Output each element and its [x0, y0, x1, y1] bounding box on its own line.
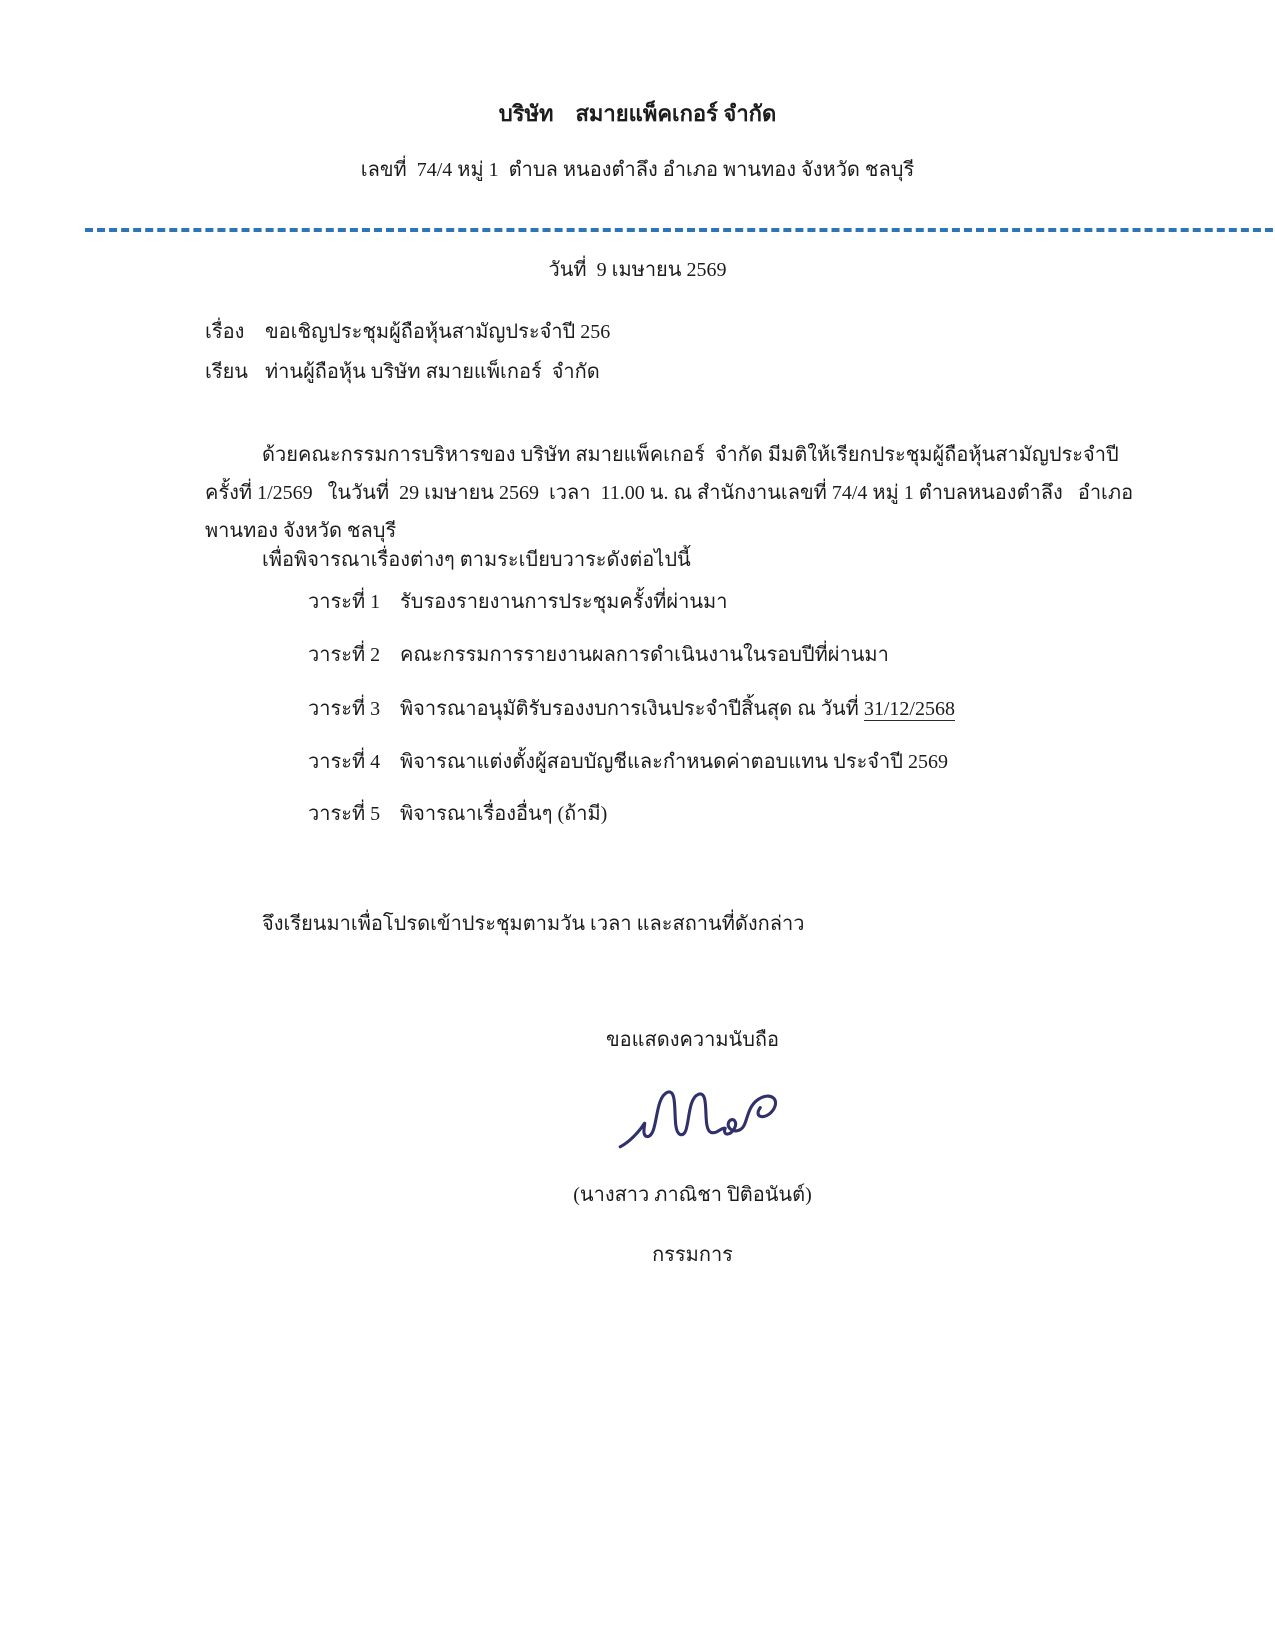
agenda-item-text: คณะกรรมการรายงานผลการดำเนินงานในรอบปีที่ผ่านมา [400, 644, 889, 666]
agenda-intro: เพื่อพิจารณาเรื่องต่างๆ ตามระเบียบวาระดังต่อไปนี้ [262, 549, 691, 571]
section-divider [85, 228, 1275, 232]
agenda-item-text-main: พิจารณาอนุมัติรับรองงบการเงินประจำปีสิ้นสุด ณ วันที่ [400, 698, 864, 720]
closing-line: จึงเรียนมาเพื่อโปรดเข้าประชุมตามวัน เวลา และสถานที่ดังกล่าว [262, 913, 805, 935]
agenda-item-label: วาระที่ 3 [308, 698, 381, 720]
agenda-item-text: พิจารณาแต่งตั้งผู้สอบบัญชีและกำหนดค่าตอบแทน ประจำปี 2569 [400, 751, 948, 773]
signature-path [620, 1092, 775, 1147]
agenda-item-text [400, 697, 955, 721]
agenda-item-label: วาระที่ 5 [308, 803, 381, 825]
body-line-1: ด้วยคณะกรรมการบริหารของ บริษัท สมายแพ็คเกอร์ จำกัด มีมติให้เรียกประชุมผู้ถือหุ้นสามัญประจำปี [262, 444, 1119, 466]
agenda-item-label: วาระที่ 4 [308, 751, 381, 773]
signature-image [612, 1078, 787, 1162]
recipient-label: เรียน [205, 361, 248, 383]
date-line: วันที่ 9 เมษายน 2569 [548, 259, 727, 281]
agenda-item-label: วาระที่ 2 [308, 644, 381, 666]
salutation: ขอแสดงความนับถือ [605, 1029, 780, 1051]
signer-name: (นางสาว ภาณิชา ปิติอนันต์) [573, 1184, 812, 1206]
agenda-item-text: รับรองรายงานการประชุมครั้งที่ผ่านมา [400, 591, 728, 613]
body-line-2: ครั้งที่ 1/2569 ในวันที่ 29 เมษายน 2569 เวลา 11.00 น. ณ สำนักงานเลขที่ 74/4 หมู่ 1 ตำบลหนองตำลึง อำเภอ [205, 482, 1134, 504]
company-name: บริษัท สมายแพ็คเกอร์ จำกัด [498, 101, 777, 126]
agenda-item-date-underlined: 31/12/2568 [863, 698, 955, 720]
subject-label: เรื่อง [205, 321, 245, 343]
agenda-item-label: วาระที่ 1 [308, 591, 381, 613]
company-address: เลขที่ 74/4 หมู่ 1 ตำบล หนองตำลึง อำเภอ พานทอง จังหวัด ชลบุรี [360, 159, 915, 181]
subject-text: ขอเชิญประชุมผู้ถือหุ้นสามัญประจำปี 256 [265, 321, 611, 343]
agenda-item-text: พิจารณาเรื่องอื่นๆ (ถ้ามี) [400, 803, 608, 825]
body-line-3: พานทอง จังหวัด ชลบุรี [205, 520, 397, 542]
recipient-text: ท่านผู้ถือหุ้น บริษัท สมายแพ็เกอร์ จำกัด [265, 361, 600, 383]
signer-title: กรรมการ [652, 1244, 733, 1266]
